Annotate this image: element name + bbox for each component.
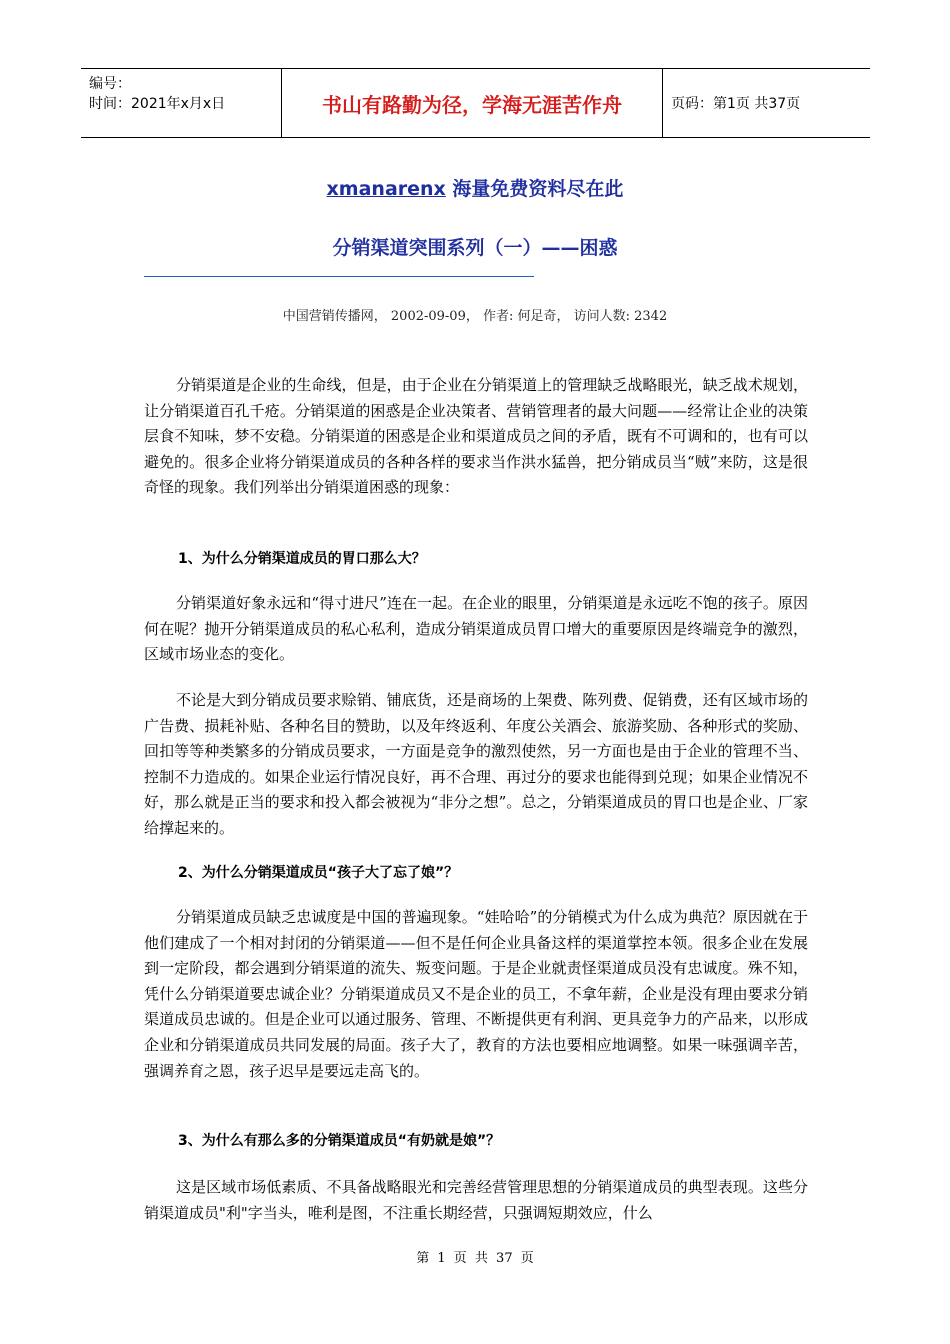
banner-tagline: 海量免费资料尽在此 bbox=[445, 178, 624, 200]
header-info-cell bbox=[81, 69, 282, 137]
time-label: 时间：2021年x月x日 bbox=[89, 96, 226, 112]
question-heading-3: 3、为什么有那么多的分销渠道成员“有奶就是娘”？ bbox=[178, 1133, 501, 1149]
question-heading-2: 2、为什么分销渠道成员“孩子大了忘了娘”？ bbox=[178, 865, 459, 881]
paragraph-q2-1: 分销渠道成员缺乏忠诚度是中国的普遍现象。“娃哈哈”的分销模式为什么成为典范？原因就在于他们建成了一个相对封闭的分销渠道——但不是任何企业具备这样的渠道掌控本领。很多企业在发展到一定阶段，都会遇到分销渠道的流失、叛变问题。于是企业就责怪渠道成员没有忠诚度。殊不知，凭什么分销渠道要忠诚企业？分销渠道成员又不是企业的员工，不拿年薪，企业是没有理由要求分销 渠道成员忠诚的。但是企业可以通过服务、管理、不断提供更有利润、更具竞争力的产品来，以形成企业和分销渠道成员共同发展的局面。孩子大了，教育的方法也要相应地调整。如果一味强调辛苦，强调养育之恩，孩子迟早是要远走高飞的。 bbox=[144, 908, 808, 1080]
page-indicator: 页码：第1页 共37页 bbox=[671, 96, 801, 112]
paragraph-q1-2: 不论是大到分销成员要求赊销、铺底货，还是商场的上架费、陈列费、促销费，还有区域市场的广告费、损耗补贴、各种名目的赞助，以及年终返利、年度公关酒会、旅游奖励、各种形式的奖励、回扣等等种类繁多的分销成员要求，一方面是竞争的激烈使然，另一方面也是由于企业的管理不当、控制不力造成的。如果企业运行情况良好，再不合理、再过分的要求也能得到兑现；如果企业情况不好，那么就是正当的要求和投入都会被视为“非分之想”。总之，分销渠道成员的胃口也是企业、厂家给撑起来的。 bbox=[144, 691, 808, 837]
header-table bbox=[81, 68, 870, 138]
question-heading-1: 1、为什么分销渠道成员的胃口那么大？ bbox=[178, 551, 426, 567]
article-title: 分销渠道突围系列（一）——困惑 bbox=[332, 237, 618, 259]
paragraph-q3-1: 这是区域市场低素质、不具备战略眼光和完善经营管理思想的分销渠道成员的典型表现。这些分销渠道成员"利"字当头，唯利是图，不注重长期经营，只强调短期效应，什么 bbox=[144, 1178, 808, 1222]
motto: 书山有路勤为径，学海无涯苦作舟 bbox=[282, 69, 663, 137]
intro-paragraph: 分销渠道是企业的生命线，但是，由于企业在分销渠道上的管理缺乏战略眼光，缺乏战术规划，让分销渠道百孔千疮。分销渠道的困惑是企业决策者、营销管理者的最大问题——经常让企业的决策层食不知味，梦不安稳。分销渠道的困惑是企业和渠道成员之间的矛盾，既有不可调和的，也有可以避免的。很多企业将分销渠道成员的各种各样的要求当作洪水猛兽，把分销成员当“贼”来防，这是很奇怪的现象。我们列举出分销渠道困惑的现象： bbox=[144, 376, 808, 497]
paragraph-q1-1: 分销渠道好象永远和“得寸进尺”连在一起。在企业的眼里，分销渠道是永远吃不饱的孩子。原因何在呢？抛开分销渠道成员的私心私利，造成分销渠道成员胃口增大的重要原因是终端竞争的激烈，区域市场业态的变化。 bbox=[144, 594, 808, 664]
number-label: 编号： bbox=[89, 76, 131, 92]
article-meta: 中国营销传播网， 2002-09-09， 作者: 何足奇， 访问人数: 2342 bbox=[282, 309, 668, 324]
banner-link[interactable]: xmanarenx bbox=[326, 178, 446, 200]
title-divider bbox=[144, 276, 534, 277]
page-footer: 第 1 页 共 37 页 bbox=[416, 1251, 534, 1266]
banner bbox=[0, 174, 950, 201]
